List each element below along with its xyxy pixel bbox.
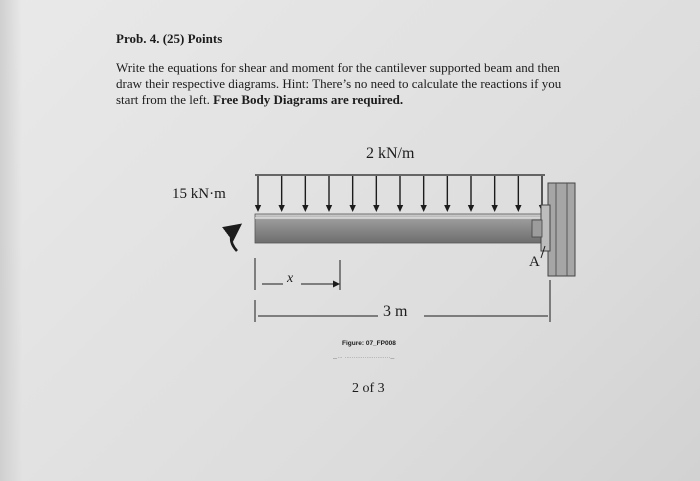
load-arrow-head	[491, 205, 497, 212]
load-arrow-head	[373, 205, 379, 212]
fbd-requirement: Free Body Diagrams are required.	[209, 92, 404, 107]
distributed-load-label: 2 kN/m	[366, 145, 415, 162]
problem-title: Prob. 4. (25) Points	[116, 31, 223, 46]
moment-label: 15 kN·m	[172, 186, 226, 202]
x-variable-label: x	[287, 271, 294, 286]
load-arrow-head	[444, 205, 450, 212]
beam-length-label: 3 m	[383, 303, 408, 320]
load-arrow-head	[397, 205, 403, 212]
load-arrow-head	[255, 205, 261, 212]
statement-line-3-text: start from the left.	[116, 92, 210, 107]
load-arrow-head	[302, 205, 308, 212]
load-arrow-head	[468, 205, 474, 212]
load-arrow-head	[326, 205, 332, 212]
load-arrow-head	[420, 205, 426, 212]
couple-moment-arrow	[231, 225, 240, 251]
page-number: 2 of 3	[352, 381, 385, 396]
load-arrow-head	[278, 205, 284, 212]
load-arrow-head	[349, 205, 355, 212]
load-arrow-head	[515, 205, 521, 212]
support-label: A	[529, 254, 540, 270]
figure-credit: —··· ·························—	[333, 355, 395, 360]
figure-caption: Figure: 07_FP008	[342, 340, 396, 347]
statement-line-2: draw their respective diagrams. Hint: There’s no need to calculate the reactions if you	[116, 76, 562, 91]
distributed-load-arrows	[255, 176, 545, 212]
statement-line-1: Write the equations for shear and moment for the cantilever supported beam and then	[116, 60, 560, 75]
